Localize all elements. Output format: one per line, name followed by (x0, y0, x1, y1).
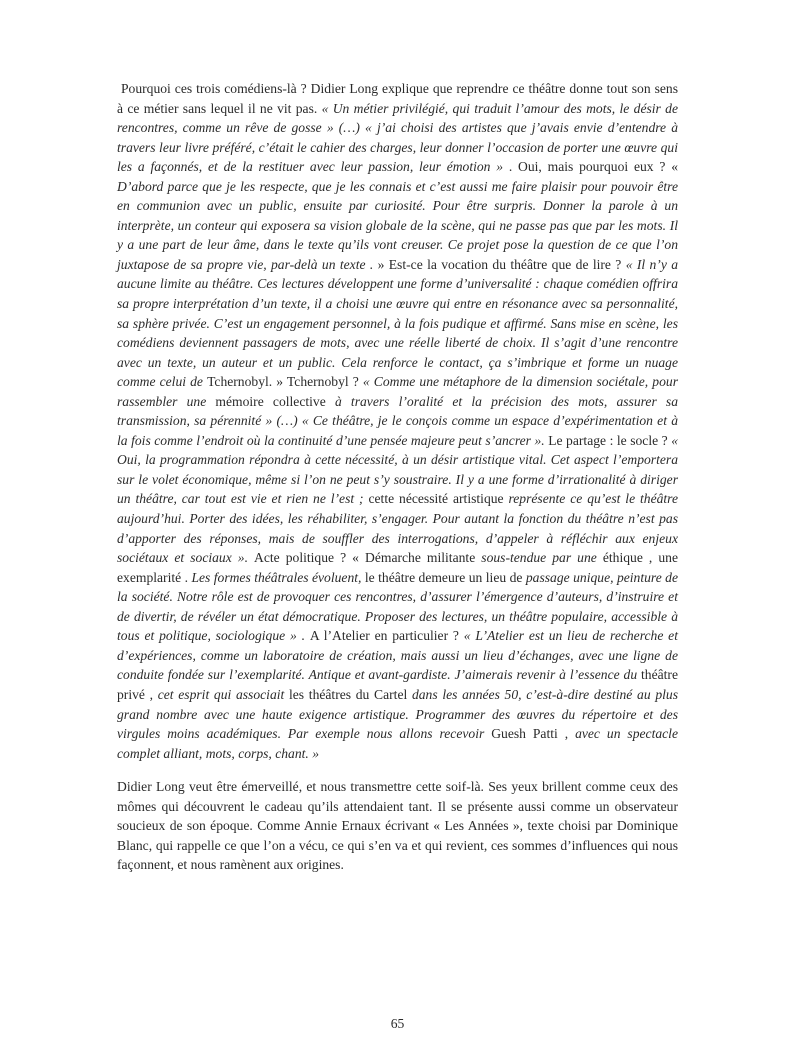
italic-text-run: « L’Atelier est un lieu de recherche et d’expériences, comme un laboratoire de création, mais aussi un lieu d’échanges, avec une ligne de conduite fondée sur l’exemplarité. Antique et avant-gardiste. J’aimerais revenir à l’essence du (117, 628, 678, 683)
italic-text-run: sous-tendue par une (481, 550, 603, 566)
italic-text-run: avec un spectacle complet alliant, mots, corps, chant. » (117, 726, 678, 761)
text-run: Didier Long veut être émerveillé, et nous transmettre cette soif-là. Ses yeux brillent comme ceux des mômes qui découvrent le cadeau qu’ils attendaient tant. Il se présente aussi comme un observateur soucieux de son époque. Comme Annie Ernaux écrivant « Les Années », texte choisi par Dominique Blanc, qui rappelle ce que l’on a vécu, ce qui s’en va et qui revient, ces sommes d’influences qui nous façonnent, et nous ramènent aux origines. (117, 779, 678, 873)
text-run: les théâtres du Cartel (289, 686, 412, 702)
page-number: 65 (390, 1016, 405, 1031)
italic-text-run: D’abord parce que je les respecte, que je les connais et c’est aussi me faire plaisir pour pouvoir être en communion avec un public, ensuite par curiosité. Pour être surpris. Donner la parole à un interprète, un conteur qui exposera sa vision globale de la scène, qui ne passe pas que par les mots. Il y a une part de leur âme, dans le texte qu’ils vont creuser. Ce projet pose la question de ce que l’on juxtapose de sa propre vie, par-delà un texte . (117, 178, 678, 272)
italic-text-run: « Comme une métaphore de la dimension sociétale, pour rassembler une (117, 374, 678, 409)
text-run: » Est-ce la vocation du théâtre que de lire ? (377, 256, 626, 272)
text-run: . Oui, mais pourquoi eux ? « (508, 159, 678, 175)
interview-paragraph (117, 79, 678, 763)
text-run: Tchernobyl. » Tchernobyl ? (207, 374, 363, 390)
text-run: Pourquoi ces trois comédiens-là ? Didier Long explique que reprendre ce théâtre donne tout son sens à ce métier sans lequel il ne vit pas. (117, 81, 678, 116)
italic-text-run: cet esprit qui associait (157, 686, 289, 702)
article-body (117, 79, 678, 875)
text-run: le théâtre demeure un lieu de (364, 569, 526, 585)
text-run: Le partage : le socle ? (548, 432, 672, 448)
italic-text-run: « Un métier privilégié, qui traduit l’amour des mots, le désir de rencontres, comme un rêve de gosse » (…) « j’ai choisi des artistes que j’avais envie d’entendre à travers leur livre préféré, c’était le cahier des charges, leur donner l’occasion de porter une œuvre qui les a façonnés, et de la restituer avec leur passion, leur émotion » (117, 100, 678, 175)
text-run: théâtre privé , (117, 667, 678, 702)
text-run: Guesh Patti , (491, 726, 576, 742)
text-run: mémoire collective (215, 393, 335, 409)
closing-paragraph (117, 777, 678, 875)
text-run: éthique , une exemplarité . (117, 550, 678, 585)
text-run: A l’Atelier en particulier ? (309, 628, 464, 644)
italic-text-run: représente ce qu’est le théâtre aujourd’hui. Porter des idées, les réhabiliter, s’engager. Pour autant la fonction du théâtre n’est pas d’apporter des réponses, mais de souffler des interrogations, d’appeler à réfléchir aux enjeux sociétaux et sociaux ». (117, 491, 679, 566)
italic-text-run: passage unique, peinture de la société. Notre rôle est de provoquer ces rencontres, d’assurer l’émergence d’auteurs, d’instruire et de divertir, de révéler un état démocratique. Proposer des lectures, un théâtre populaire, accessible à tous et politique, sociologique » . (117, 569, 678, 644)
italic-text-run: Les formes théâtrales évoluent, (191, 569, 365, 585)
italic-text-run: « Oui, la programmation répondra à cette nécessité, à un désir artistique vital. Cet aspect l’emportera sur le volet économique, même si l’on ne peut s’y soustraire. Il y a une forme d’irrationalité à diriger un théâtre, car tout est vie et rien ne l’est ; (117, 432, 679, 507)
text-run: cette nécessité artistique (368, 491, 509, 507)
text-run: Acte politique ? « Démarche militante (254, 550, 482, 566)
italic-text-run: dans les années 50, c’est-à-dire destiné au plus grand nombre avec une haute exigence artistique. Programmer des œuvres du répertoire et des virgules moins académiques. Par exemple nous allons recevoir (117, 686, 678, 742)
italic-text-run: à travers l’oralité et la précision des mots, assurer sa transmission, sa pérennité » (…) « Ce théâtre, je le conçois comme un espace d’expérimentation et à la fois comme l’endroit où la continuité d’une pensée majeure peut s’ancrer ». (117, 393, 679, 448)
italic-text-run: « Il n’y a aucune limite au théâtre. Ces lectures développent une forme d’universalité : chaque comédien offrira sa propre interprétation d’un texte, il a choisi une œuvre qui entre en résonance avec sa personnalité, sa sphère privée. C’est un engagement personnel, à la fois pudique et affirmé. Sans mise en scène, les comédiens deviennent passagers de mots, avec une réelle liberté de choix. Il s’agit d’une rencontre avec un texte, un auteur et un public. Cela renforce le contact, ça s’imbrique et forme un nuage comme celui de (117, 256, 678, 390)
